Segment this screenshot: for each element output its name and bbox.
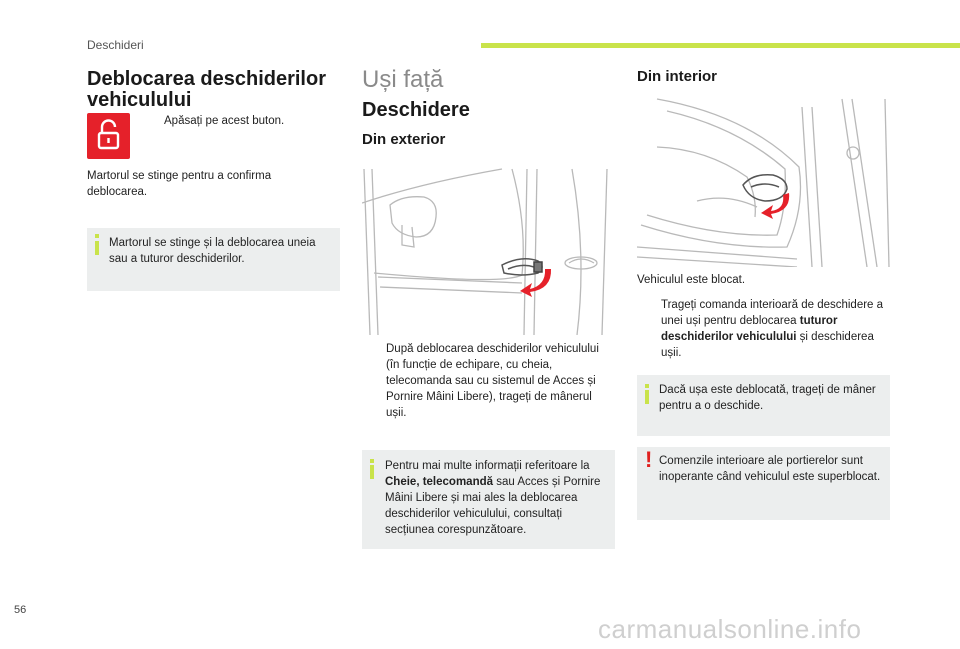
info-note-unlocked xyxy=(637,375,890,436)
info-note-text: Martorul se stinge și la deblocarea uneia sau a tuturor deschiderilor. xyxy=(109,237,316,265)
header-accent-bar xyxy=(481,43,960,48)
outside-heading: Din exterior xyxy=(362,131,446,148)
info-note-key-post: sau Acces și Pornire Mâini Libere și mai ales la deblocarea deschiderilor vehiculului, consultați secțiunea corespunzătoare. xyxy=(385,476,601,536)
unlock-body-text: Martorul se stinge pentru a confirma deblocarea. xyxy=(87,170,272,198)
warning-note xyxy=(637,447,890,520)
inside-instruction-pre: Trageți comanda interioară de deschidere a unei uși pentru deblocarea xyxy=(661,299,884,327)
info-note-key xyxy=(362,450,615,549)
info-note-indicator xyxy=(87,228,340,291)
inside-instruction xyxy=(637,297,890,361)
warning-exclamation-icon: ! xyxy=(645,447,653,472)
section-label: Deschideri xyxy=(87,38,144,52)
inside-instruction-text xyxy=(661,297,890,361)
opening-subtitle: Deschidere xyxy=(362,99,470,121)
interior-door-handle-illustration xyxy=(637,97,890,267)
site-watermark: carmanualsonline.info xyxy=(598,614,862,644)
front-doors-title: Uși față xyxy=(362,66,444,93)
arrow-pull-icon xyxy=(761,193,789,219)
outside-instruction xyxy=(362,341,612,421)
inside-instruction-bold: tuturor deschiderilor vehiculului xyxy=(661,315,838,343)
info-note-key-bold: Cheie, telecomandă xyxy=(385,476,494,488)
unlock-button-illustration xyxy=(87,113,130,159)
exterior-door-handle-illustration xyxy=(362,165,615,335)
outside-instruction-text: După deblocarea deschiderilor vehiculului (în funcție de echipare, cu cheia, telecomanda sau cu sistemul de Acces și Pornire Mâini Libere), trageți de mânerul ușii. xyxy=(386,343,599,419)
warning-note-text: Comenzile interioare ale portierelor sunt inoperante când vehiculul este superblocat. xyxy=(659,455,881,483)
press-button-instruction xyxy=(140,113,340,129)
page-number: 56 xyxy=(14,604,27,616)
inside-instruction-post: și deschiderea ușii. xyxy=(661,331,874,359)
info-note-key-pre: Pentru mai multe informații referitoare la xyxy=(385,460,590,472)
unlock-title: Deblocarea deschiderilor vehiculului xyxy=(87,68,326,111)
info-note-unlocked-text: Dacă ușa este deblocată, trageți de mâner pentru a o deschide. xyxy=(659,384,876,412)
press-button-text: Apăsați pe acest buton. xyxy=(164,115,285,127)
inside-heading: Din interior xyxy=(637,68,718,85)
vehicle-locked-text: Vehiculul este blocat. xyxy=(637,274,746,286)
padlock-open-icon xyxy=(87,113,130,159)
